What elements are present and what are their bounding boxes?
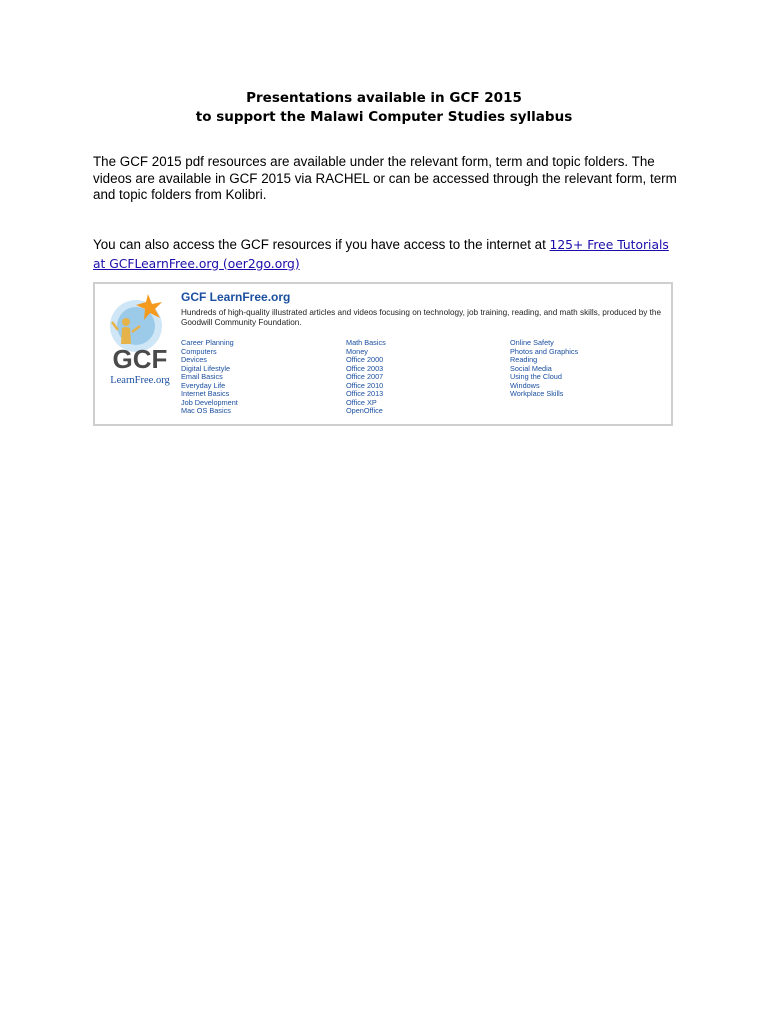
- topic-item: Devices: [181, 355, 207, 364]
- topic-item: Everyday Life: [181, 380, 226, 390]
- site-name: GCF LearnFree.org: [181, 290, 291, 304]
- title-line-2: to support the Malawi Computer Studies syllabus: [195, 109, 573, 125]
- topic-item: Online Safety: [510, 338, 554, 347]
- topic-item: Windows: [510, 380, 540, 390]
- topic-item: Job Development: [181, 397, 238, 407]
- logo-subtext: LearnFree.org: [110, 375, 170, 386]
- topic-item: OpenOffice: [346, 406, 383, 415]
- topic-item: Reading: [510, 355, 538, 364]
- logo-text: GCF: [112, 344, 168, 374]
- title-line-1: Presentations available in GCF 2015: [246, 90, 522, 106]
- site-tagline: Hundreds of high-quality illustrated articles and videos focusing on technology, job training, reading, and math skills, produced by the Goodwill Community Foundation.: [181, 308, 662, 327]
- topic-item: Using the Cloud: [510, 372, 562, 381]
- topic-item: Career Planning: [181, 338, 234, 347]
- gcf-logo: [102, 288, 180, 388]
- topic-item: Office 2007: [346, 372, 384, 381]
- topic-item: Internet Basics: [181, 389, 230, 398]
- topic-item: Math Basics: [346, 338, 386, 347]
- topic-item: Office 2013: [346, 389, 384, 398]
- topic-item: Money: [346, 346, 368, 356]
- page-title: [0, 89, 768, 127]
- topic-column-1: [181, 339, 238, 416]
- topic-item: Social Media: [510, 363, 552, 373]
- topic-column-3: [510, 339, 578, 399]
- topic-item: Office 2000: [346, 355, 384, 364]
- topic-item: Office 2003: [346, 363, 384, 373]
- gcf-banner-image[interactable]: [93, 282, 673, 426]
- gcf-tutorials-link[interactable]: 125+ Free Tutorials at GCFLearnFree.org (oer2go.org): [93, 238, 669, 271]
- topic-item: Photos and Graphics: [510, 346, 579, 356]
- child-figure-icon: [122, 318, 130, 326]
- access-paragraph: [93, 236, 683, 273]
- topic-item: Email Basics: [181, 372, 223, 381]
- topic-item: Office XP: [346, 397, 377, 407]
- topic-item: Digital Lifestyle: [181, 363, 231, 373]
- topic-item: Workplace Skills: [510, 389, 564, 398]
- access-paragraph-text: You can also access the GCF resources if you have access to the internet at: [93, 237, 550, 252]
- topic-item: Computers: [181, 346, 217, 356]
- topic-item: Office 2010: [346, 380, 384, 390]
- topic-column-2: [346, 339, 386, 416]
- intro-paragraph: The GCF 2015 pdf resources are available under the relevant form, term and topic folders. The videos are available in GCF 2015 via RACHEL or can be accessed through the relevant form, term and topic folders from Kolibri.: [93, 154, 677, 202]
- topic-item: Mac OS Basics: [181, 406, 231, 415]
